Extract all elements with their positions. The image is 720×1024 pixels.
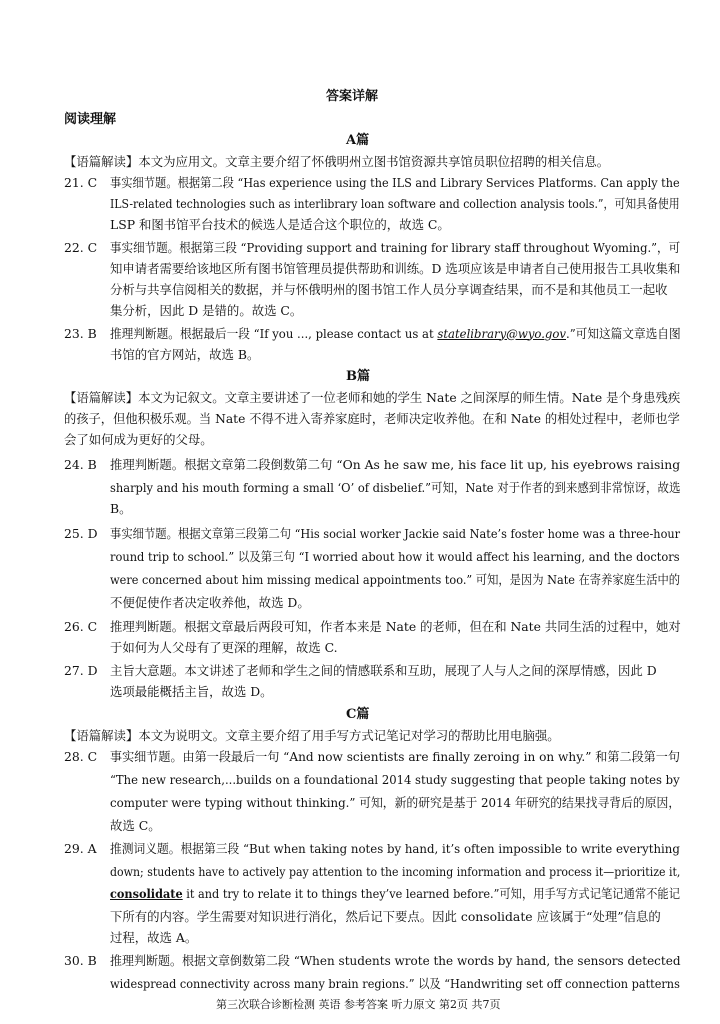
- q29-line5: 过程，故选 A。: [110, 930, 198, 946]
- q22-line4: 集分析，因此 D 是错的。故选 C。: [110, 302, 303, 318]
- q23-line1: [110, 325, 681, 343]
- passage-b-intro3: 会了如何成为更好的父母。: [64, 432, 213, 448]
- q28-line2: “The new research,...builds on a foundational 2014 study suggesting that people taking notes by: [110, 771, 680, 787]
- q21-line3: LSP 和图书馆平台技术的候选人是适合这个职位的，故选 C。: [110, 216, 450, 232]
- q24-line2: sharply and his mouth forming a small ‘O’ of disbelief.”可知，Nate 对于作者的到来感到非常惊讶，故选: [110, 480, 681, 496]
- q28-line3: computer were typing without thinking.” 可知，新的研究是基于 2014 年研究的结果找寻背后的原因，: [110, 794, 681, 810]
- passage-b-intro2: 的孩子，但他积极乐观。当 Nate 不得不进入寄养家庭时，老师决定收养他。在和 Nate 的相处过程中，老师也学: [64, 411, 680, 427]
- q29-number: 29. A: [64, 840, 97, 856]
- email-link[interactable]: statelibrary@wyo.gov: [437, 325, 567, 341]
- q26-number: 26. C: [64, 619, 98, 635]
- q27-line1: 主旨大意题。本文讲述了老师和学生之间的情感联系和互助，展现了人与人之间的深厚情感，因此 D: [110, 663, 657, 679]
- q27-number: 27. D: [64, 663, 98, 679]
- q30-line1: 推理判断题。根据文章倒数第二段 “When students wrote the words by hand, the sensors detected: [110, 953, 681, 969]
- q22-number: 22. C: [64, 239, 98, 255]
- q30-number: 30. B: [64, 953, 97, 969]
- q23-line2: 书馆的官方网站，故选 B。: [110, 346, 260, 362]
- section-heading: 阅读理解: [64, 111, 117, 127]
- q23-number: 23. B: [64, 325, 97, 341]
- q29-line4: 下所有的内容。学生需要对知识进行消化，然后记下要点。因此 consolidate 应该属于“处理”信息的: [110, 909, 661, 925]
- q22-line3: 分析与共享信阅相关的数据，并与怀俄明州的图书馆工作人员分享调查结果，而不是和其他员工一起收: [110, 281, 668, 297]
- q26-line1: 推理判断题。根据文章最后两段可知，作者本来是 Nate 的老师，但在和 Nate 共同生活的过程中，她对: [110, 619, 681, 635]
- passage-c-title: C篇: [346, 707, 370, 723]
- q29-line2: down; students have to actively pay attention to the incoming information and process it—prioritize it,: [110, 863, 681, 879]
- q28-number: 28. C: [64, 749, 98, 764]
- q25-number: 25. D: [64, 525, 98, 541]
- q30-line2: widespread connectivity across many brain regions.” 以及 “Handwriting set off connection patterns: [110, 976, 680, 991]
- passage-c-intro: 【语篇解读】本文为说明文。文章主要介绍了用手写方式记笔记对学习的帮助比用电脑强。: [64, 728, 560, 743]
- q27-line2: 选项最能概括主旨，故选 D。: [110, 684, 273, 700]
- q25-line4: 不便促使作者决定收养他，故选 D。: [110, 594, 310, 610]
- q28-line4: 故选 C。: [110, 817, 161, 833]
- q25-line2: round trip to school.” 以及第三句 “I worried about how it would affect his learning, and the doctors: [110, 548, 680, 564]
- passage-b-title: B篇: [346, 369, 370, 385]
- q29-keyword: consolidate: [110, 886, 183, 902]
- q26-line2: 于如何为人父母有了更深的理解，故选 C.: [110, 640, 338, 656]
- q29-line1: 推测词义题。根据第三段 “But when taking notes by hand, it’s often impossible to write everything: [110, 840, 680, 856]
- passage-b-intro1: 【语篇解读】本文为记叙文。文章主要讲述了一位老师和她的学生 Nate 之间深厚的师生情。Nate 是个身患残疾: [64, 390, 681, 406]
- q21-line2: ILS-related technologies such as interlibrary loan software and collection analysis tools.”，可知具备使用: [110, 195, 680, 211]
- q24-line3: B。: [110, 501, 132, 516]
- q22-line2: 知申请者需要给该地区所有图书馆管理员提供帮助和训练。D 选项应该是申请者自己使用报告工具收集和: [110, 260, 681, 276]
- page-footer: 第三次联合诊断检测 英语 参考答案 听力原文 第2页 共7页: [216, 998, 501, 1011]
- q22-line1: 事实细节题。根据第三段 “Providing support and training for library staff throughout Wyoming.”，可: [110, 239, 681, 255]
- page-title: 答案详解: [326, 89, 379, 104]
- q28-line1: 事实细节题。由第一段最后一句 “And now scientists are finally zeroing in on why.” 和第二段第一句: [110, 749, 680, 764]
- passage-a-intro: 【语篇解读】本文为应用文。文章主要介绍了怀俄明州立图书馆资源共享馆员职位招聘的相关信息。: [64, 153, 610, 169]
- q29-line3-rest: it and try to relate it to things they’ve learned before.”可知，用手写方式记笔记通常不能记: [182, 886, 681, 902]
- q25-line1: 事实细节题。根据文章第三段第二句 “His social worker Jackie said Nate’s foster home was a three-hour: [110, 525, 681, 541]
- q25-line3: were concerned about him missing medical appointments too.” 可知，是因为 Nate 在寄养家庭生活中的: [110, 571, 681, 587]
- q24-number: 24. B: [64, 457, 97, 473]
- q23-text-b: .”可知这篇文章选自图: [566, 325, 681, 341]
- q21-line1: 事实细节题。根据第二段 “Has experience using the ILS and Library Services Platforms. Can apply the: [110, 174, 680, 190]
- q29-line3: [110, 885, 680, 903]
- passage-a-title: A篇: [346, 132, 370, 148]
- q21-number: 21. C: [64, 174, 98, 190]
- q24-line1: 推理判断题。根据文章第二段倒数第二句 “On As he saw me, his face lit up, his eyebrows raising: [110, 457, 681, 473]
- q23-text-a: 推理判断题。根据最后一段 “If you ..., please contact us at: [110, 325, 438, 341]
